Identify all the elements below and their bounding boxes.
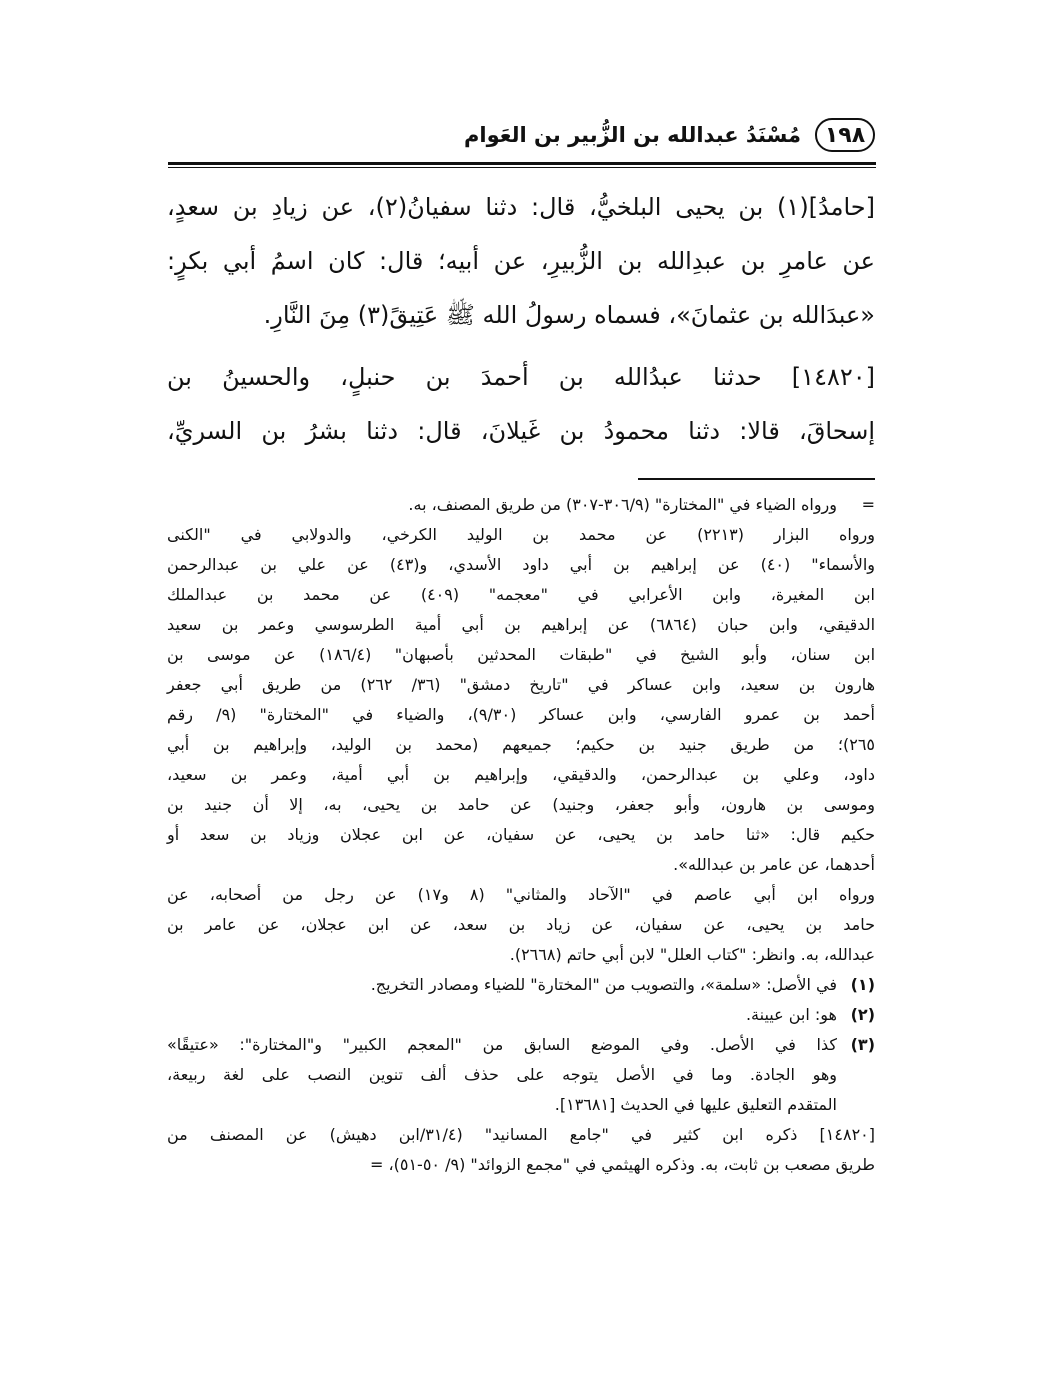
footnotes	[167, 490, 875, 1180]
footnote-block-2	[167, 880, 875, 970]
hadith-14820	[167, 350, 875, 458]
footnote-line: والأسماء" (٤٠) عن إبراهيم بن أبي داود الأسدي، و(٤٣) عن علي بن عبدالرحمن	[167, 555, 875, 574]
footnote-line: ورواه البزار (٢٢١٣) عن محمد بن الوليد الكرخي، والدولابي في "الكنى	[167, 525, 875, 544]
footnote-line: ابن المغيرة، وابن الأعرابي في "معجمه" (٤٠٩) عن محمد بن عبدالملك	[167, 585, 875, 604]
footnote-2	[167, 1000, 875, 1030]
footnote-line: في الأصل: «سلمة»، والتصويب من "المختارة" للضياء ومصادر التخريج.	[370, 975, 837, 994]
footnote-line: أحمد بن عمرو الفارسي، وابن عساكر (٩/٣٠)، والضياء في "المختارة" (٩/ رقم	[167, 705, 876, 724]
page-header	[170, 112, 875, 158]
footnote-line: وموسى بن هارون، وأبو جعفر، وجنيد) عن حامد بن يحيى، به، إلا أن جنيد بن	[167, 795, 875, 814]
page-number: ١٩٨	[815, 118, 875, 152]
text-line: [١٤٨٢٠] حدثنا عبدُالله بن أحمدَ بن حنبلٍ، والحسينُ بن	[167, 363, 875, 391]
text-line: إسحاقَ، قالا: دثنا محمودُ بن غَيلانَ، قال: دثنا بشرُ بن السريِّ،	[167, 417, 875, 445]
footnote-line: ورواه ابن أبي عاصم في "الآحاد والمثاني" (٨ و١٧) عن رجل من أصحابه، عن	[167, 885, 875, 904]
footnote-number: (٣)	[850, 1035, 875, 1054]
footnote-separator	[638, 478, 875, 480]
hadith-continuation	[167, 180, 875, 342]
footnote-line: هارون بن سعيد، وابن عساكر في "تاريخ دمشق" (٣٦/ ٢٦٢) من طريق أبي جعفر	[167, 675, 876, 694]
main-text	[167, 180, 875, 458]
footnote-line: المتقدم التعليق عليها في الحديث [١٣٦٨١].	[554, 1095, 837, 1114]
header-rule-thin	[168, 167, 876, 168]
footnote-line: طريق مصعب بن ثابت، به. وذكره الهيثمي في "مجمع الزوائد" (٩/ ٥٠-٥١)، =	[369, 1155, 875, 1174]
footnote-number: (١)	[850, 975, 875, 994]
footnote-line: حكيم قال: «ثنا حامد بن يحيى، عن سفيان، عن ابن عجلان وزياد بن سعد أو	[167, 825, 875, 844]
footnote-line: هو: ابن عيينة.	[745, 1005, 837, 1024]
footnote-line: ورواه الضياء في "المختارة" (٣٠٦/٩-٣٠٧) من طريق المصنف، به.	[408, 495, 837, 514]
footnote-1	[167, 970, 875, 1000]
text-line: «عبدَالله بن عثمانَ»، فسماه رسولُ الله ﷺ عَتِيقً(٣) مِنَ النَّارِ.	[263, 301, 875, 329]
footnote-line: الدقيقي، وابن حبان (٦٨٦٤) عن إبراهيم بن أبي أمية الطرسوسي وعمر بن سعيد	[167, 615, 876, 634]
continuation-mark: =	[861, 495, 875, 514]
footnote-number: (٢)	[850, 1005, 875, 1024]
footnote-line: عبدالله، به. وانظر: "كتاب العلل" لابن أبي حاتم (٢٦٦٨).	[509, 945, 875, 964]
footnote-continuation	[167, 490, 875, 520]
footnote-line: ٢٦٥)؛ من طريق جنيد بن حكيم؛ جميعهم (محمد بن الوليد، وإبراهيم بن أبي	[167, 735, 875, 754]
footnote-line: كذا في الأصل. وفي الموضع السابق من "المعجم الكبير" و"المختارة": «عتيقًا»	[167, 1035, 837, 1054]
header-rule	[168, 162, 876, 165]
footnote-block-1	[167, 520, 875, 880]
footnote-line: ابن سنان، وأبو الشيخ في "طبقات المحدثين بأصبهان" (١٨٦/٤) عن موسى بن	[167, 645, 876, 664]
footnote-line: أحدهما، عن عامر بن عبدالله».	[673, 855, 875, 874]
footnote-line: داود، وعلي بن عبدالرحمن، والدقيقي، وإبراهيم بن أبي أمية، وعمر بن سعيد،	[167, 765, 875, 784]
footnote-hadith-14820	[167, 1120, 875, 1180]
footnote-line: [١٤٨٢٠] ذكره ابن كثير في "جامع المسانيد" (٣١/٤/ابن دهيش) عن المصنف من	[167, 1125, 876, 1144]
footnote-line: حامد بن يحيى، عن سفيان، عن زياد بن سعد، عن ابن عجلان، عن عامر بن	[167, 915, 875, 934]
footnote-3	[167, 1030, 875, 1120]
footnote-line: وهو الجادة. وما في الأصل يتوجه على حذف ألف تنوين النصب على لغة ربيعة،	[167, 1065, 837, 1084]
text-line: عن عامرِ بن عبدِالله بن الزُّبيرِ، عن أبيه؛ قال: كان اسمُ أبي بكرٍ:	[167, 247, 875, 275]
running-title: مُسْنَدُ عبدالله بن الزُّبير بن العَوام	[464, 123, 801, 147]
text-line: [حامدُ](١) بن يحيى البلخيُّ، قال: دثنا سفيانُ(٢)، عن زيادِ بن سعدٍ،	[167, 193, 876, 221]
